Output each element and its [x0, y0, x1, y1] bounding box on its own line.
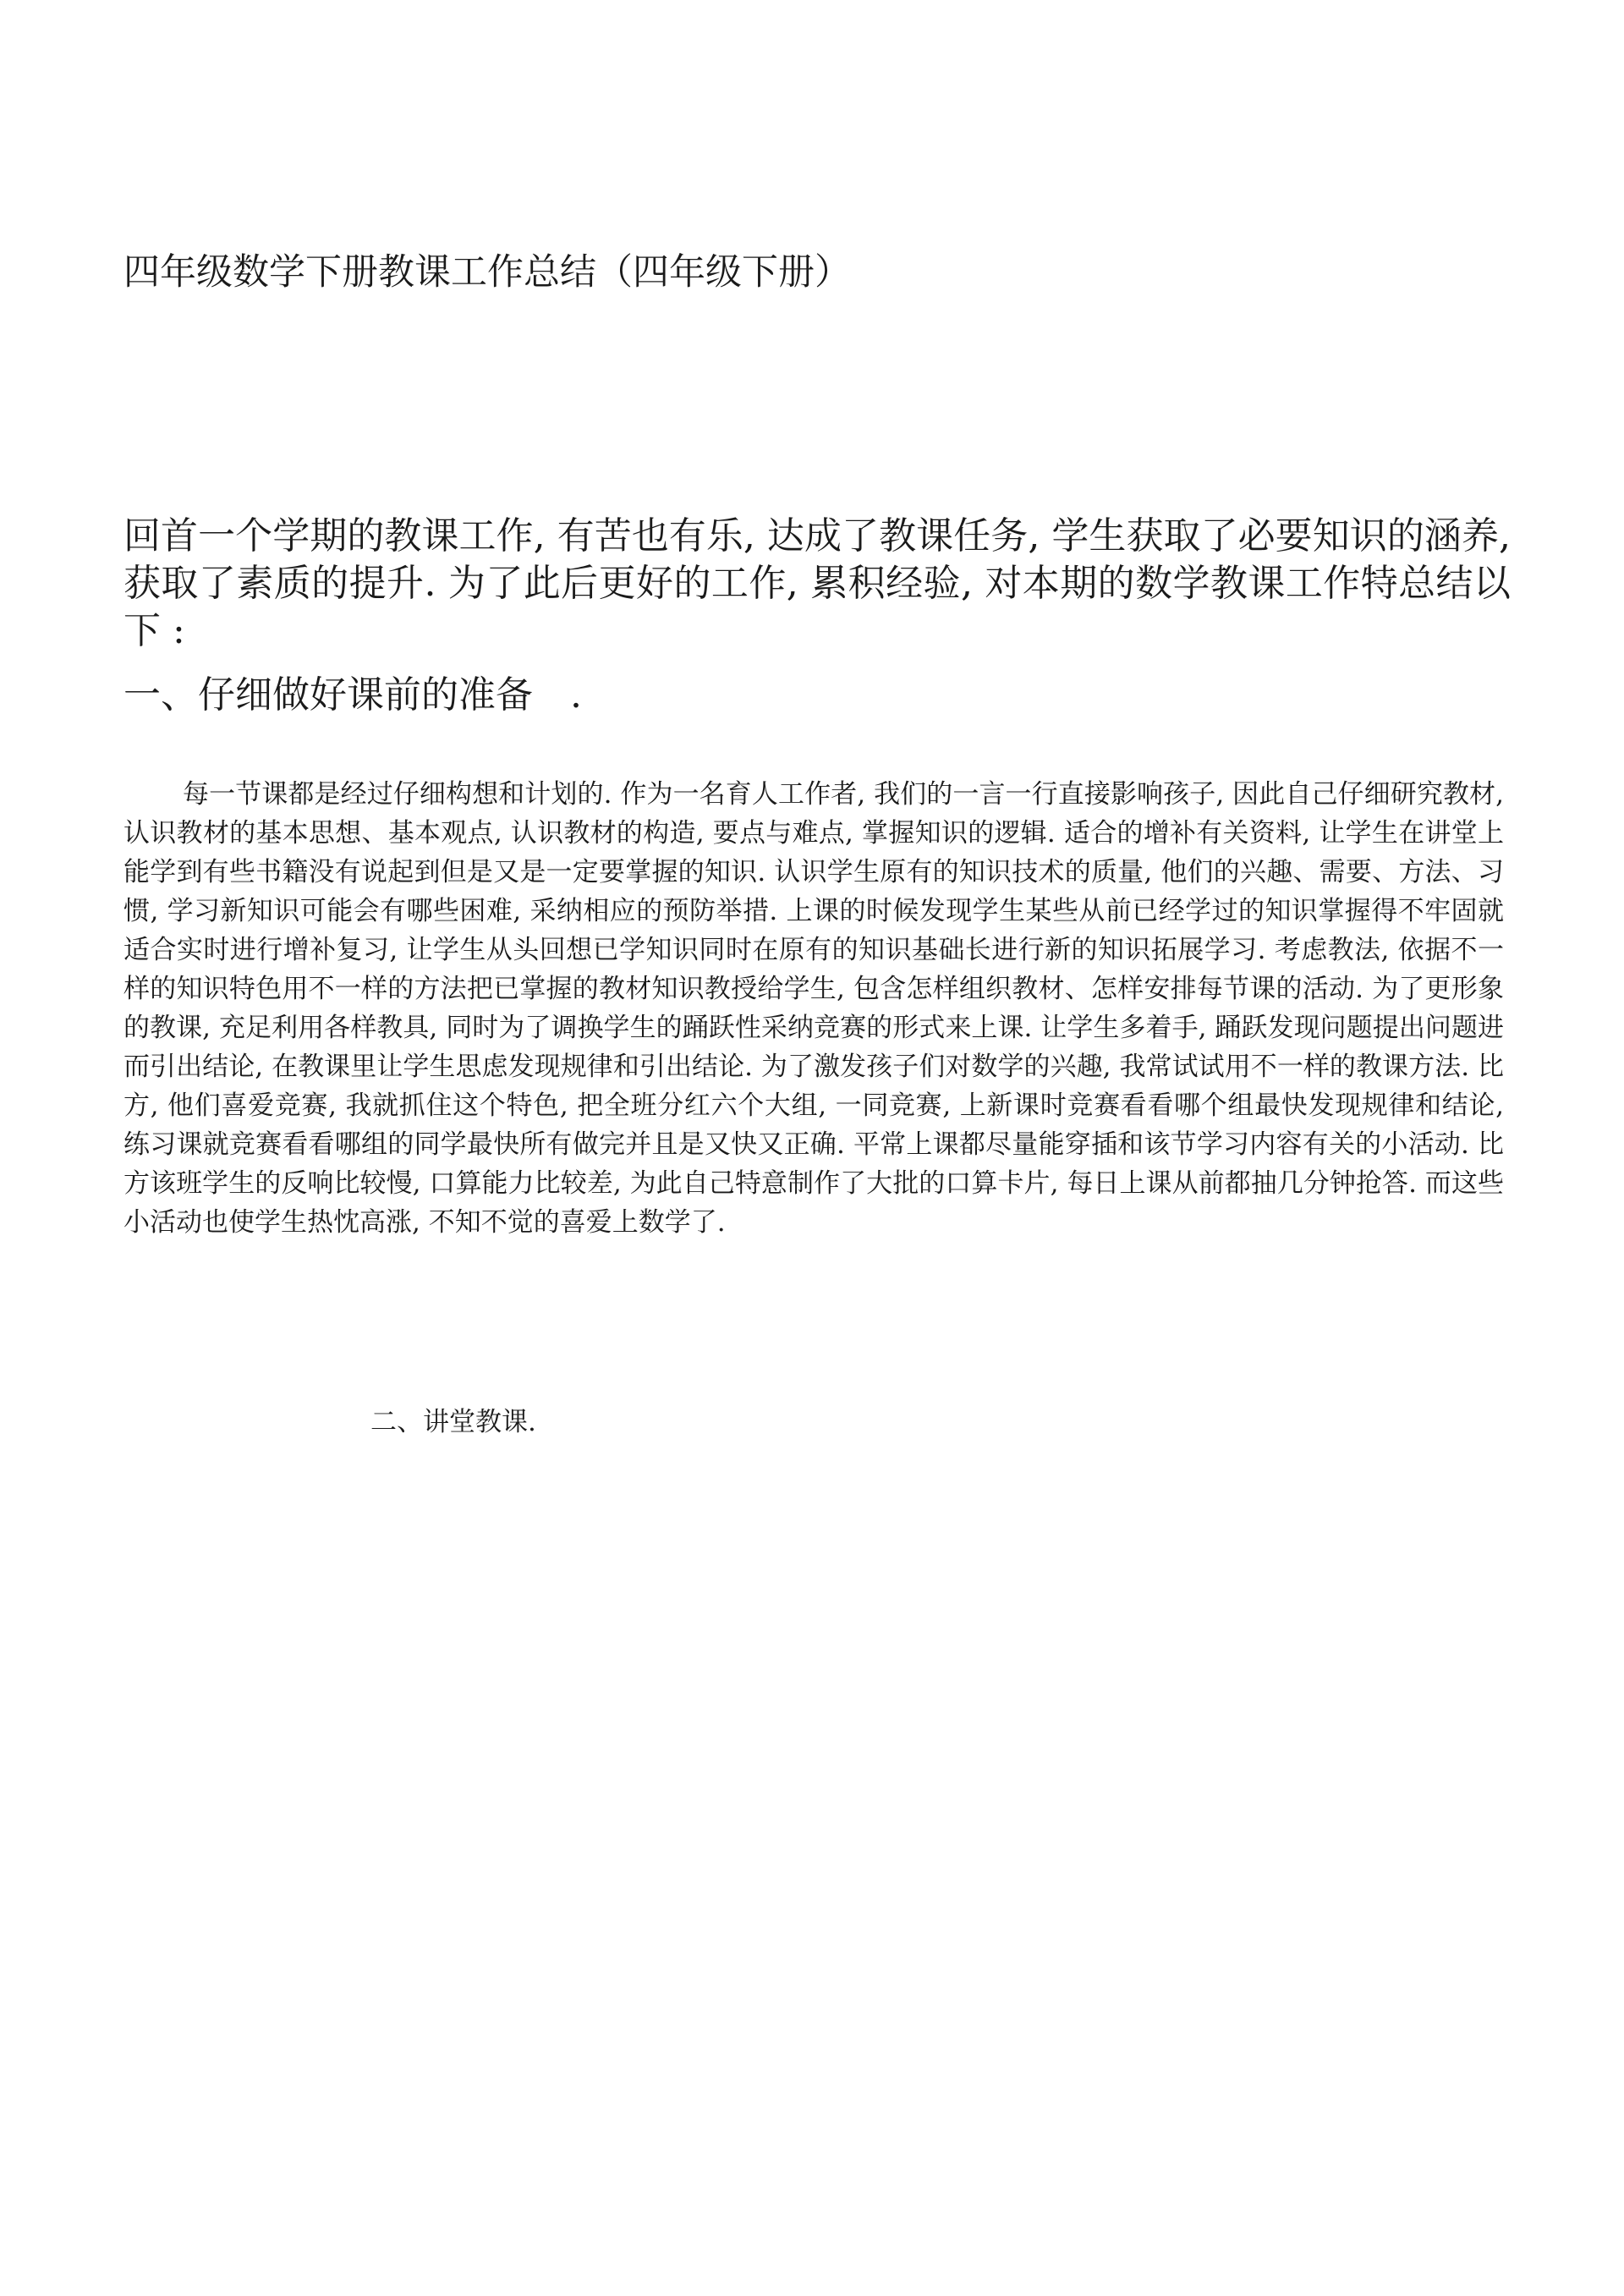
intro-paragraph: 回首一个学期的教课工作, 有苦也有乐, 达成了教课任务, 学生获取了必要知识的涵养, 获取了素质的提升. 为了此后更好的工作, 累积经验, 对本期的数学教课工作特总结以下 : — [123, 514, 1511, 652]
document-title: 四年级数学下册教课工作总结（四年级下册） — [123, 251, 851, 294]
section-1-body: 每一节课都是经过仔细构想和计划的. 作为一名育人工作者, 我们的一言一行直接影响孩子, 因此自己仔细研究教材, 认识教材的基本思想、基本观点, 认识教材的构造, 要点与难点, 掌握知识的逻辑. 适合的增补有关资料, 让学生在讲堂上能学到有些书籍没有说起到但是又是一定要掌握的知识. 认识学生原有的知识技术的质量, 他们的兴趣、需要、方法、习惯, 学习新知识可能会有哪些困难, 采纳相应的预防举措. 上课的时候发现学生某些从前已经学过的知识掌握得不牢固就适合实时进行增补复习, 让学生从头回想已学知识同时在原有的知识基础长进行新的知识拓展学习. 考虑教法, 依据不一样的知识特色用不一样的方法把已掌握的教材知识教授给学生, 包含怎样组织教材、怎样安排每节课的活动. 为了更形象的教课, 充足利用各样教具, 同时为了调换学生的踊跃性采纳竞赛的形式来上课. 让学生多着手, 踊跃发现问题提出问题进而引出结论, 在教课里让学生思虑发现规律和引出结论. 为了激发孩子们对数学的兴趣, 我常试试用不一样的教课方法. 比方, 他们喜爱竞赛, 我就抓住这个特色, 把全班分红六个大组, 一同竞赛, 上新课时竞赛看看哪个组最快发现规律和结论, 练习课就竞赛看看哪组的同学最快所有做完并且是又快又正确. 平常上课都尽量能穿插和该节学习内容有关的小活动. 比方该班学生的反响比较慢, 口算能力比较差, 为此自己特意制作了大批的口算卡片, 每日上课从前都抽几分钟抢答. 而这些小活动也使学生热忱高涨, 不知不觉的喜爱上数学了. — [123, 779, 1504, 1238]
section-1-heading: 一、仔细做好课前的准备 . — [123, 673, 582, 717]
section-2-heading: 二、讲堂教课. — [370, 1407, 536, 1437]
